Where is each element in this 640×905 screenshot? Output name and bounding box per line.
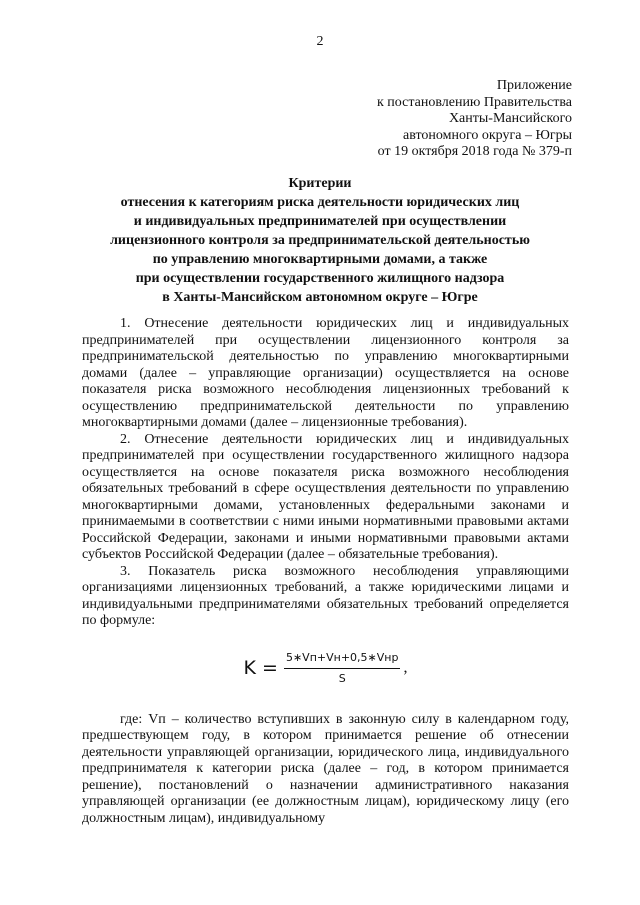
title-line: отнесения к категориям риска деятельности юридических лиц: [120, 195, 520, 210]
formula-numerator: 5∗Vп+Vн+0,5∗Vнр: [284, 650, 401, 670]
formula-comma: ,: [403, 659, 408, 677]
paragraph-2: 2. Отнесение деятельности юридических лиц и индивидуальных предпринимателей при осуществлении государственного жилищного надзора осуществляется на основе показателя риска возможного несоблюдения обязательных требований в сфере осуществления деятельности по управлению многоквартирными домами, установленных федеральными законами и принимаемыми в соответствии с ними иными нормативными правовыми актами Российской Федерации, законами и иными нормативными правовыми актами субъектов Российской Федерации (далее – обязательные требования).: [82, 431, 569, 562]
title-line: Критерии: [288, 176, 352, 191]
paragraph-1: 1. Отнесение деятельности юридических лиц и индивидуальных предпринимателей при осуществлении лицензионного контроля за предпринимательской деятельностью по управлению многоквартирными домами (далее – управляющие организации) осуществляется на основе показателя риска возможного несоблюдения лицензионных требований к осуществлению предпринимательской деятельности по управлению многоквартирными домами (далее – лицензионные требования).: [82, 316, 569, 430]
document-body: [82, 316, 569, 827]
formula-lhs: K =: [243, 657, 278, 680]
title-line: лицензионного контроля за предпринимательской деятельностью: [110, 233, 530, 248]
paragraph-3: 3. Показатель риска возможного несоблюдения управляющими организациями лицензионных требований, а также юридическими лицами и индивидуальными предпринимателями обязательных требований определяется по формуле:: [82, 563, 569, 628]
formula-denominator: S: [338, 672, 346, 685]
appendix-line: к постановлению Правительства: [376, 94, 572, 110]
risk-formula: [82, 650, 569, 690]
paragraph-definitions: где: Vп – количество вступивших в законную силу в календарном году, предшествующем году, в котором принимается решение об отнесении деятельности управляющей организации, юридического лица, индивидуального предпринимателя к категории риска (далее – год, в котором принимается решение), постановлений о назначении административного наказания управляющей организации (ее должностным лицам), юридическому лицу (его должностным лицам), индивидуальному: [82, 711, 569, 826]
title-line: в Ханты-Мансийском автономном округе – Югре: [162, 290, 478, 305]
appendix-line: автономного округа – Югры: [403, 127, 572, 143]
formula-fraction: [284, 650, 401, 688]
appendix-line: Ханты-Мансийского: [448, 111, 572, 126]
title-line: по управлению многоквартирными домами, а также: [152, 252, 488, 267]
appendix-line: от 19 октября 2018 года № 379-п: [377, 144, 572, 159]
page-number: 2: [316, 34, 324, 49]
title-line: и индивидуальных предпринимателей при осуществлении: [133, 214, 507, 229]
appendix-block: [377, 78, 572, 161]
document-title: [62, 174, 578, 307]
appendix-line: Приложение: [496, 78, 572, 93]
title-line: при осуществлении государственного жилищного надзора: [135, 271, 505, 286]
